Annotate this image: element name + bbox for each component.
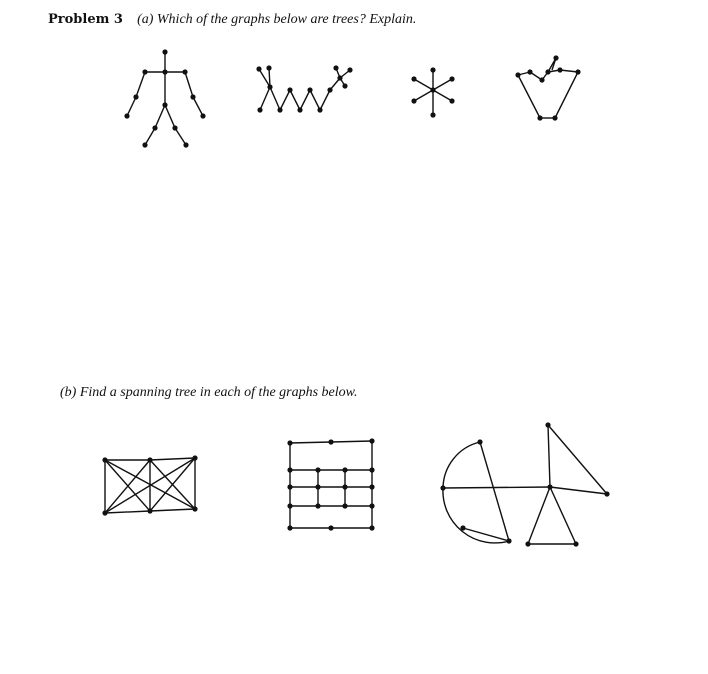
bipartite-graph (102, 455, 197, 515)
part-b-question: (b) Find a spanning tree in each of the graphs below. (60, 385, 358, 400)
star-graph (411, 67, 454, 117)
bowl-graph (515, 55, 580, 120)
semicircle-triangle-graph (440, 422, 609, 546)
zigzag-graph (256, 65, 352, 112)
part-a-question: (a) Which of the graphs below are trees? Explain. (137, 12, 417, 27)
stick-figure-graph (124, 49, 205, 147)
grid-graph (287, 438, 374, 530)
problem-label: Problem 3 (48, 12, 123, 27)
